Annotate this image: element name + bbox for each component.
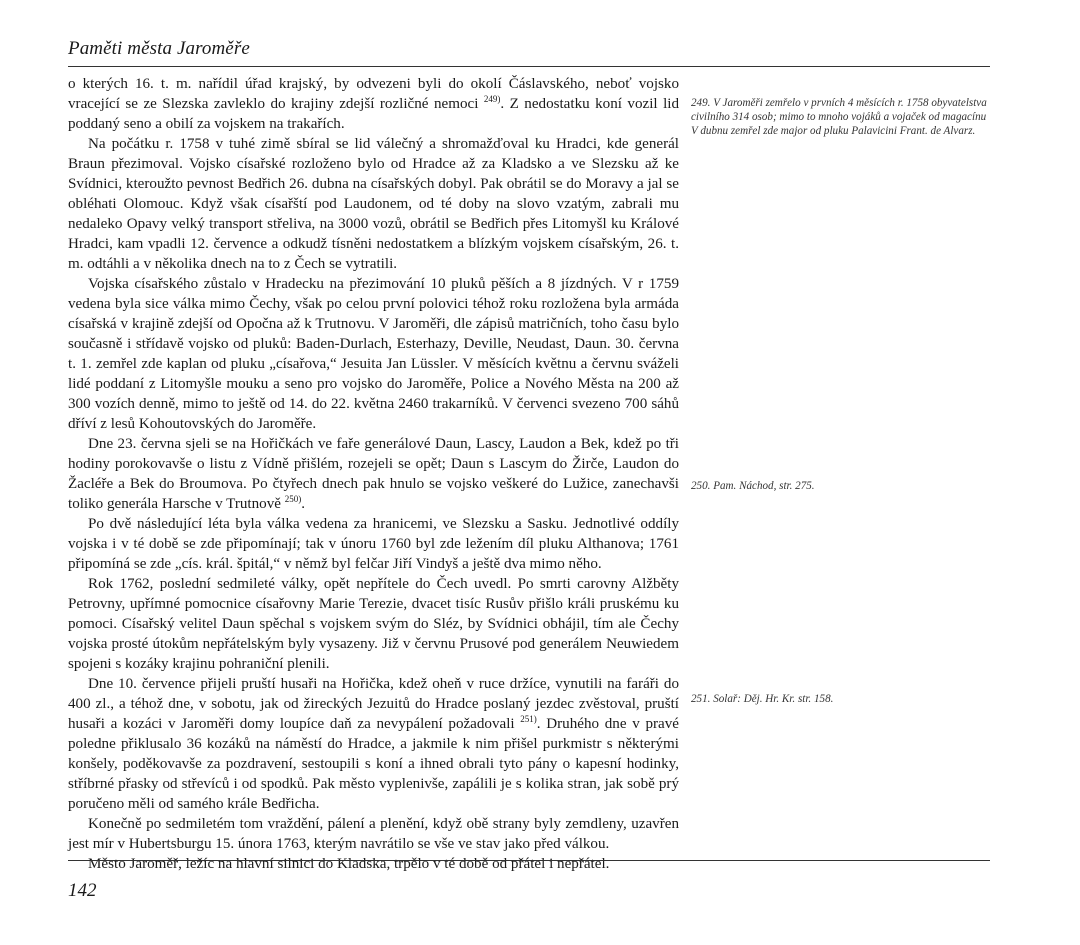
paragraph (68, 514, 679, 574)
text-run: . Z nedostatku koní vozil lid poddaný seno a obilí za vojskem na trakařích. (68, 96, 679, 132)
main-text (68, 74, 679, 874)
paragraph (68, 74, 679, 134)
footnote-251: 251. Solař: Děj. Hr. Kr. str. 158. (691, 693, 834, 705)
footnote-ref: 251) (520, 714, 537, 724)
paragraph (68, 814, 679, 854)
footnote-249: 249. V Jaroměři zemřelo v prvních 4 měsících r. 1758 obyvatelstva civilního 314 osob; mimo to mnoho vojáků a vojaček od magacínu V dubnu zemřel zde major od pluku Palavicini Frant. de Alvarz. (691, 97, 987, 137)
text-run: Na počátku r. 1758 v tuhé zimě sbíral se lid válečný a shromažďoval ku Hradci, kde generál Braun přezimoval. Vojsko císařské rozloženo bylo od Hradce až za Kladsko a ve Slezsku až ke Svídnici, kteroužto pevnost Bedřich 26. dubna na císařských dobyl. Pak obrátil se do Moravy a jal se obléhati Olomouc. Když však císařští pod Laudonem, od té doby na slovo vzatým, zabrali mu nedaleko Opavy velký transport střeliva, na 3000 vozů, obrátil se Bedřich přes Litomyšl ku Králové Hradci, kam vpadli 12. července a odkudž tísněni nedostatkem a blízkým vojskem císařským, 26. t. m. odtáhli a v několika dnech na to z Čech se vytratili. (68, 136, 679, 272)
footer-rule (68, 860, 990, 861)
text-run: Dne 23. června sjeli se na Hořičkách ve faře generálové Daun, Lascy, Laudon a Bek, kdež po tři hodiny porokovavše o listu z Vídně přišlém, rozejeli se opět; Daun s Lascym do Žirče, Laudon do Žacléře a Bek do Broumova. Po čtyřech dnech pak hnulo se vojsko veškeré do Lužice, zanechavši toliko generála Harsche v Trutnově (68, 436, 679, 512)
text-run: . (301, 496, 305, 512)
paragraph (68, 854, 679, 874)
paragraph (68, 134, 679, 274)
text-run: Dne 10. července přijeli pruští husaři na Hořička, kdež oheň v ruce držíce, vynutili na faráři do 400 zl., a téhož dne, v sobotu, jak od žireckých Jezuitů do Hradce poslaný jezdec zvěstoval, pruští husaři a kozáci v Jaroměři domy loupíce daň za nevypálení požadovali (68, 676, 679, 732)
text-run: . Druhého dne v pravé poledne přiklusalo 36 kozáků na náměstí do Hradce, a jakmile k nim přišel purkmistr s některými konšely, poděkovavše za pozdravení, sestoupili s koní a ihned obrali tyto pány o kapesní hodinky, stříbrné přasky od střevíců i od spodků. Pak město vyplenivše, zapálili je s kolika stran, jak sobě prý poručeno měli od samého krále Bedřicha. (68, 716, 679, 812)
paragraph (68, 574, 679, 674)
text-run: Vojska císařského zůstalo v Hradecku na přezimování 10 pluků pěších a 8 jízdných. V r 1759 vedena byla sice válka mimo Čechy, však po celou první polovici téhož roku rozložena byla armáda císařská v krajině zdejší od Opočna až k Trutnovu. V Jaroměři, dle zápisů matričních, toho času bylo současně i střídavě vojsko od pluků: Baden-Durlach, Esterhazy, Deville, Neudast, Daun. 30. června t. 1. zemřel zde kaplan od pluku „císařova,“ Jesuita Jan Lüssler. V měsících květnu a červnu sváželi lidé poddaní z Litomyšle mouku a seno pro vojsko do Jaroměře, Police a Nového Města na 200 až 300 vozích denně, mimo to ještě od 14. do 22. května 2460 trakarníků. V červenci svezeno 700 sáhů dříví z lesů Kohoutovských do Jaroměře. (68, 276, 679, 432)
paragraph (68, 434, 679, 514)
paragraph (68, 274, 679, 434)
page-number: 142 (68, 880, 97, 901)
header-rule (68, 66, 990, 67)
text-run: Po dvě následující léta byla válka vedena za hranicemi, ve Slezsku a Sasku. Jednotlivé oddíly vojska i v té době se zde připomínají; tak v únoru 1760 byl zde ležením díl pluku Althanova; 1761 připomíná se zde „cís. král. špitál,“ v němž byl felčar Jiří Vindyš a ještě dva mimo něho. (68, 516, 679, 572)
text-run: Rok 1762, poslední sedmileté války, opět nepřítele do Čech uvedl. Po smrti carovny Alžběty Petrovny, upřímné pomocnice císařovny Marie Terezie, dvacet tisíc Rusův přišlo králi pruskému ku pomoci. Císařský velitel Daun spěchal s vojskem svým do Sléz, by Svídnici obhájil, tím ale Čechy vojska prosté útokům nepřátelským byly vysazeny. Již v červnu Prusové pod generálem Neuwiedem spojeni s kozáky krajinu pohraniční plenili. (68, 576, 679, 672)
footnote-ref: 249) (483, 94, 501, 104)
footnote-ref: 250) (284, 494, 302, 504)
header-title: Paměti města Jaroměře (68, 38, 250, 59)
footnote-250: 250. Pam. Náchod, str. 275. (691, 480, 815, 492)
text-run: Konečně po sedmiletém tom vraždění, pálení a plenění, když obě strany byly zemdleny, uzavřen jest mír v Hubertsburgu 15. února 1763, kterým navrátilo se vše ve stav jako před válkou. (68, 816, 679, 852)
paragraph (68, 674, 679, 814)
text-run: Město Jaroměř, ležíc na hlavní silnici do Kladska, trpělo v té době od přátel i nepřátel. (88, 856, 610, 872)
text-run: o kterých 16. t. m. nařídil úřad krajský, by odvezeni byli do okolí Čáslavského, neboť vojsko vracející se ze Slezska zavleklo do krajiny zdejší rozličné nemoci (68, 76, 679, 112)
